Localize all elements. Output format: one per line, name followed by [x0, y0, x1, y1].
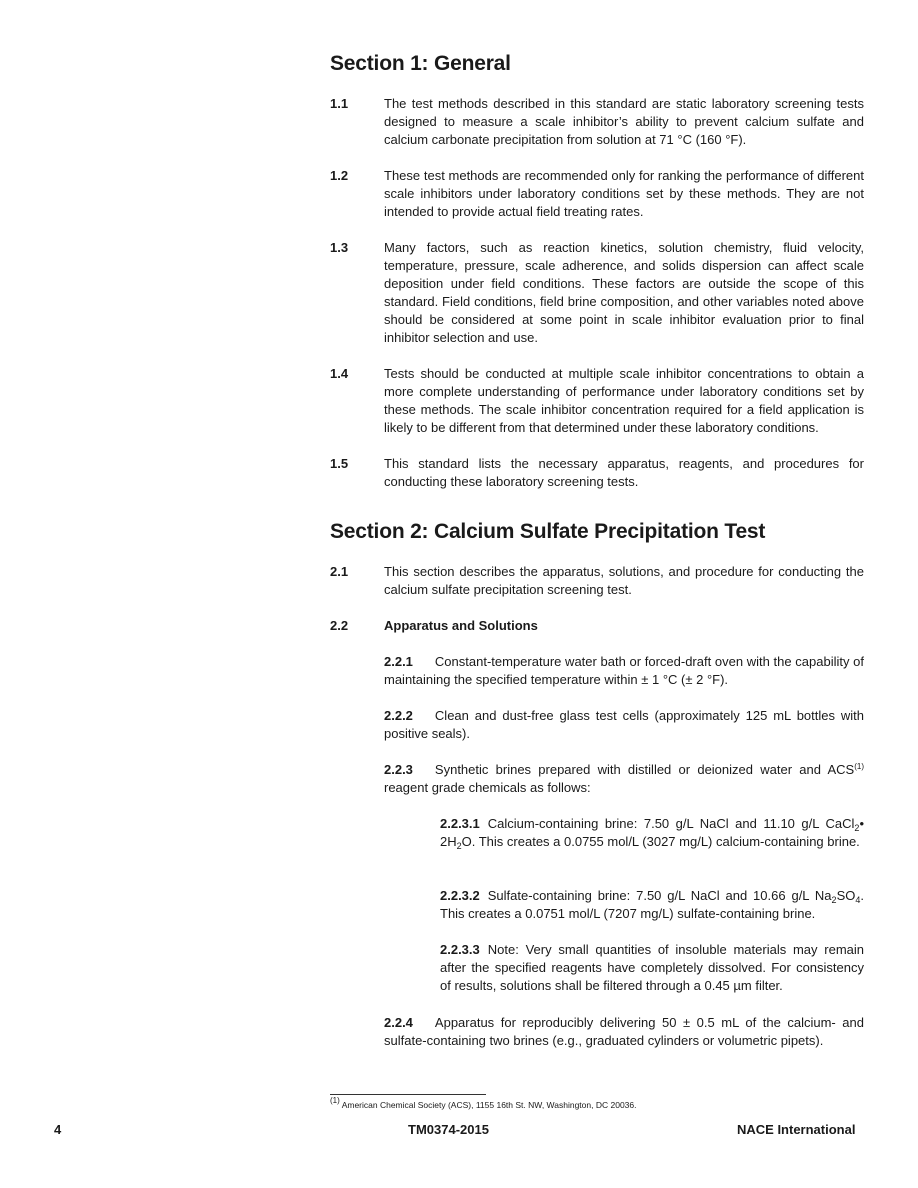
section-1-heading: Section 1: General — [330, 52, 511, 75]
item-1-2-text: These test methods are recommended only for ranking the performance of different scale inhibitors under laboratory conditions set by these methods. They are not intended to provide actual field treating rates. — [384, 168, 864, 219]
item-2-2-3-1-text-c: O. This creates a 0.0755 mol/L (3027 mg/L) calcium-containing brine. — [461, 834, 860, 849]
item-1-1-text: The test methods described in this standard are static laboratory screening tests designed to measure a scale inhibitor’s ability to prevent calcium sulfate and calcium carbonate precipitation from solution at 71 °C (160 °F). — [384, 96, 864, 147]
item-2-1-number: 2.1 — [330, 564, 349, 579]
item-2-2-number: 2.2 — [330, 618, 349, 633]
item-2-2-3-3 — [440, 941, 864, 995]
item-1-5-text: This standard lists the necessary apparatus, reagents, and procedures for conducting these laboratory screening tests. — [384, 456, 864, 489]
document-id: TM0374-2015 — [408, 1122, 489, 1137]
item-1-2-number: 1.2 — [330, 168, 349, 183]
item-2-2-3-2-text-a: Sulfate-containing brine: 7.50 g/L NaCl and 10.66 g/L Na — [487, 888, 832, 903]
item-2-2-2-number: 2.2.2 — [384, 708, 413, 723]
item-2-2-3-1-text-b: • 2H — [440, 816, 864, 849]
footnote-mark: (1) — [330, 1096, 340, 1105]
item-2-2-3-1-number: 2.2.3.1 — [440, 816, 480, 831]
item-1-1-number: 1.1 — [330, 96, 349, 111]
item-2-2-4-text: Apparatus for reproducibly delivering 50 ± 0.5 mL of the calcium- and sulfate-containing two brines (e.g., graduated cylinders or volumetric pipets). — [384, 1015, 864, 1048]
item-2-2-3-number: 2.2.3 — [384, 762, 413, 777]
item-2-2-3-3-text: Note: Very small quantities of insoluble materials may remain after the specified reagents have completely dissolved. For consistency of results, solutions shall be filtered through a 0.45 µm filter. — [440, 942, 864, 993]
item-2-2-3-1-text-a: Calcium-containing brine: 7.50 g/L NaCl and 11.10 g/L CaCl — [487, 816, 855, 831]
item-2-2-1-number: 2.2.1 — [384, 654, 413, 669]
footnote-ref-1[interactable]: (1) — [854, 762, 864, 771]
item-2-2-3-2-sub2: 4 — [855, 895, 861, 905]
item-1-4-text: Tests should be conducted at multiple scale inhibitor concentrations to obtain a more complete understanding of performance under laboratory conditions set by these methods. The scale inhibitor concentration required for a field application is likely to be different from that determined under these laboratory conditions. — [384, 366, 864, 435]
item-1-4-number: 1.4 — [330, 366, 349, 381]
item-2-2-4 — [384, 1014, 864, 1050]
item-2-2-3-1 — [440, 815, 864, 851]
item-2-2-3 — [384, 761, 864, 797]
item-2-1-text: This section describes the apparatus, solutions, and procedure for conducting the calcium sulfate precipitation screening test. — [384, 564, 864, 597]
item-2-2-3-2 — [440, 887, 864, 923]
item-2-2-2 — [384, 707, 864, 743]
item-1-5-number: 1.5 — [330, 456, 349, 471]
item-2-2-3-3-number: 2.2.3.3 — [440, 942, 480, 957]
item-2-2-4-number: 2.2.4 — [384, 1015, 413, 1030]
item-2-2-3-1-sub2: 2 — [456, 841, 462, 851]
organization-name: NACE International — [737, 1122, 856, 1137]
footnote-divider — [330, 1094, 486, 1095]
item-2-2-3-2-text-c: . This creates a 0.0751 mol/L (7207 mg/L) sulfate-containing brine. — [440, 888, 864, 921]
item-2-2-3-2-sub1: 2 — [831, 895, 837, 905]
footnote-text: American Chemical Society (ACS), 1155 16th St. NW, Washington, DC 20036. — [341, 1100, 637, 1110]
item-2-2-heading: Apparatus and Solutions — [384, 618, 538, 633]
item-2-2-3-text-b: reagent grade chemicals as follows: — [384, 780, 591, 795]
section-2-heading: Section 2: Calcium Sulfate Precipitation Test — [330, 520, 766, 543]
item-2-2-3-1-sub1: 2 — [854, 823, 860, 833]
item-2-2-1 — [384, 653, 864, 689]
page-number: 4 — [54, 1122, 62, 1137]
item-2-2-3-2-number: 2.2.3.2 — [440, 888, 480, 903]
item-1-3-text: Many factors, such as reaction kinetics, solution chemistry, fluid velocity, temperature, pressure, scale adherence, and solids dispersion can affect scale deposition under field conditions. These factors are outside the scope of this standard. Field conditions, field brine composition, and other variables noted above should be considered at some point in scale inhibitor evaluation prior to final inhibitor selection and use. — [384, 240, 864, 345]
item-2-2-2-text: Clean and dust-free glass test cells (approximately 125 mL bottles with positive seals). — [384, 708, 864, 741]
item-2-2-1-text: Constant-temperature water bath or forced-draft oven with the capability of maintaining the specified temperature within ± 1 °C (± 2 °F). — [384, 654, 864, 687]
item-1-3-number: 1.3 — [330, 240, 349, 255]
item-2-2-3-text-a: Synthetic brines prepared with distilled or deionized water and ACS — [434, 762, 855, 777]
footnote — [330, 1096, 637, 1110]
item-2-2-3-2-text-b: SO — [836, 888, 856, 903]
